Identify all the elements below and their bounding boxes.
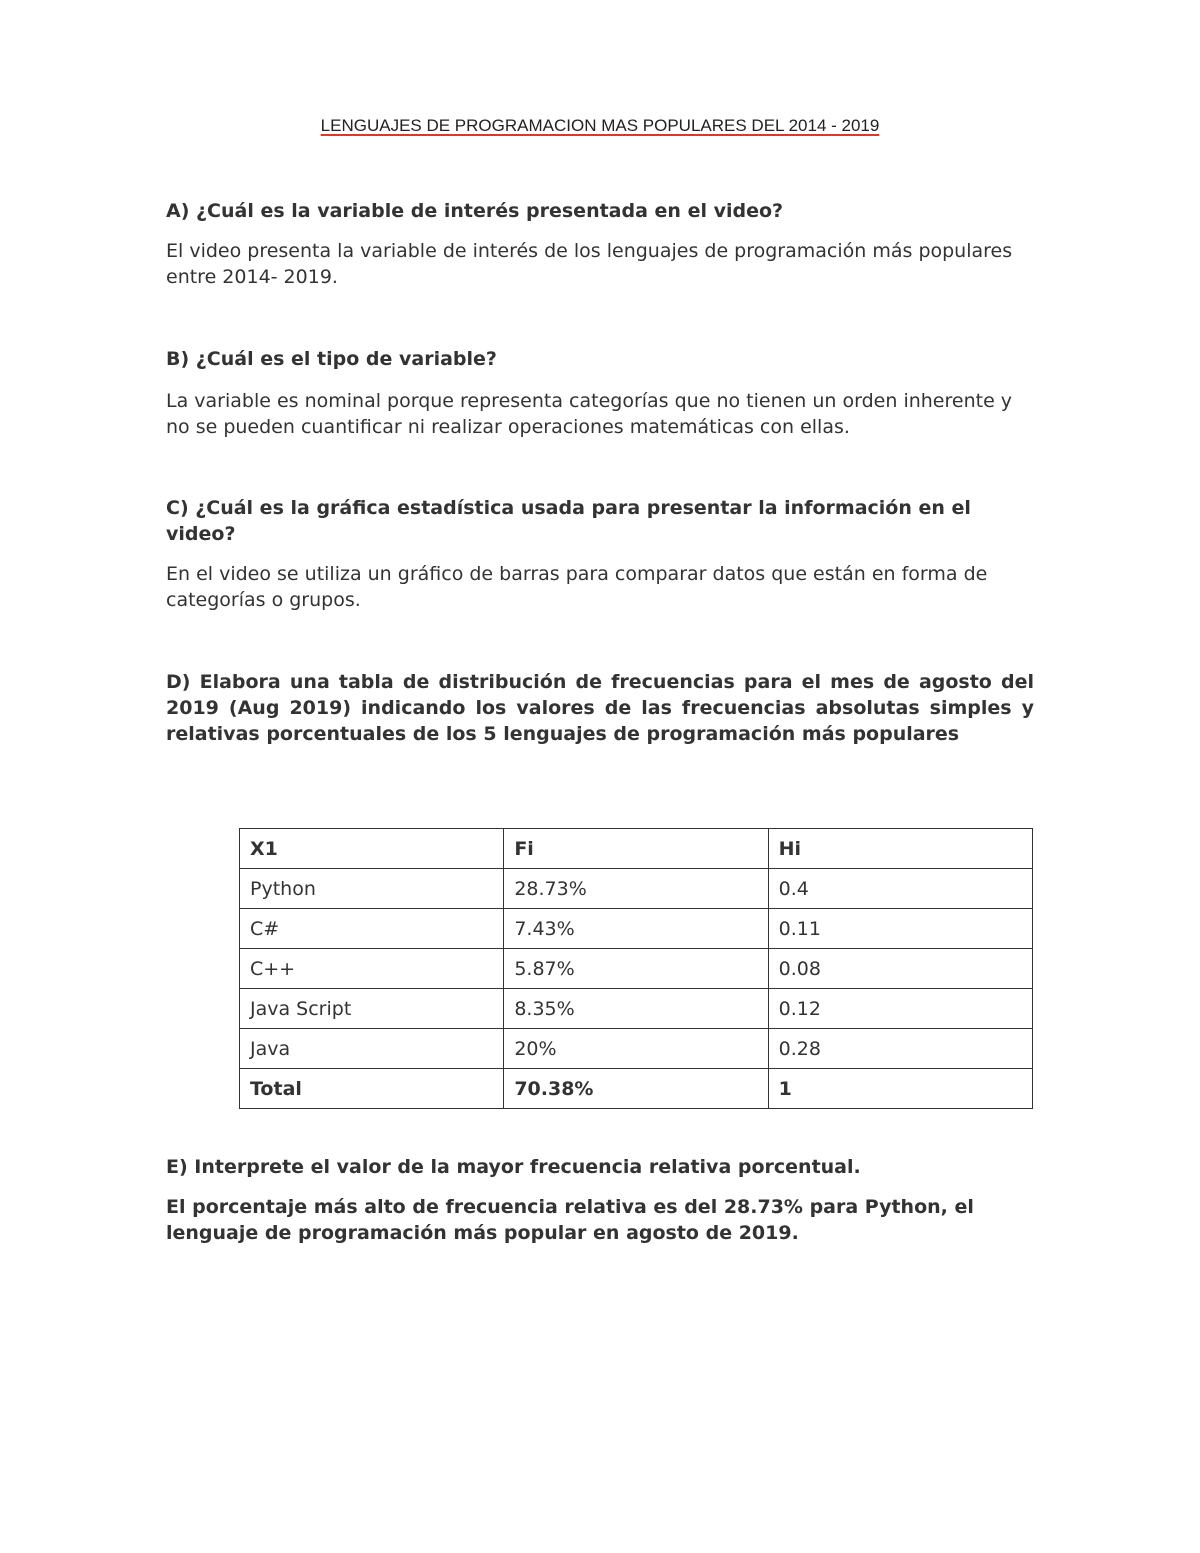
question-a: A) ¿Cuál es la variable de interés presentada en el video? <box>166 200 784 222</box>
total-hi: 1 <box>768 1069 1032 1109</box>
table-cell-hi: 0.4 <box>768 869 1032 909</box>
table-cell-fi: 7.43% <box>504 909 768 949</box>
frequency-table <box>239 828 1033 1109</box>
table-cell-fi: 28.73% <box>504 869 768 909</box>
header-x1: X1 <box>240 829 504 869</box>
table-row <box>240 909 1033 949</box>
answer-c: En el video se utiliza un gráfico de barras para comparar datos que están en forma de categorías o grupos. <box>166 563 988 611</box>
section-e <box>166 1154 1034 1246</box>
table-row <box>240 1029 1033 1069</box>
table-cell-language: C# <box>240 909 504 949</box>
section-d <box>166 669 1034 747</box>
answer-a: El video presenta la variable de interés de los lenguajes de programación más populares entre 2014- 2019. <box>166 240 1013 288</box>
answer-e: El porcentaje más alto de frecuencia relativa es del 28.73% para Python, el lenguaje de programación más popular en agosto de 2019. <box>166 1196 974 1244</box>
table-cell-language: C++ <box>240 949 504 989</box>
header-fi: Fi <box>504 829 768 869</box>
table-cell-hi: 0.28 <box>768 1029 1032 1069</box>
table-header-row <box>240 829 1033 869</box>
table-cell-fi: 20% <box>504 1029 768 1069</box>
question-e: E) Interprete el valor de la mayor frecuencia relativa porcentual. <box>166 1156 861 1178</box>
table-row <box>240 949 1033 989</box>
answer-b: La variable es nominal porque representa categorías que no tienen un orden inherente y no se pueden cuantificar ni realizar operaciones matemáticas con ellas. <box>166 390 1013 438</box>
table-total-row <box>240 1069 1033 1109</box>
table-cell-hi: 0.11 <box>768 909 1032 949</box>
section-a <box>166 198 1034 290</box>
table-cell-hi: 0.12 <box>768 989 1032 1029</box>
question-d: D) Elabora una tabla de distribución de frecuencias para el mes de agosto del 2019 (Aug 2019) indicando los valores de las frecuencias absolutas simples y relativas porcentuales de los 5 lenguajes de programación más populares <box>166 671 1034 745</box>
table-cell-fi: 5.87% <box>504 949 768 989</box>
table-cell-language: Java Script <box>240 989 504 1029</box>
document-title: LENGUAJES DE PROGRAMACION MAS POPULARES DEL 2014 - 2019 <box>320 116 880 135</box>
total-label: Total <box>240 1069 504 1109</box>
section-c <box>166 495 1034 613</box>
table-row <box>240 989 1033 1029</box>
total-fi: 70.38% <box>504 1069 768 1109</box>
table-cell-hi: 0.08 <box>768 949 1032 989</box>
table-row <box>240 869 1033 909</box>
section-b <box>166 346 1034 440</box>
question-b: B) ¿Cuál es el tipo de variable? <box>166 348 497 370</box>
header-hi: Hi <box>768 829 1032 869</box>
question-c: C) ¿Cuál es la gráfica estadística usada para presentar la información en el video? <box>166 497 971 545</box>
table-cell-language: Python <box>240 869 504 909</box>
table-cell-language: Java <box>240 1029 504 1069</box>
table-cell-fi: 8.35% <box>504 989 768 1029</box>
